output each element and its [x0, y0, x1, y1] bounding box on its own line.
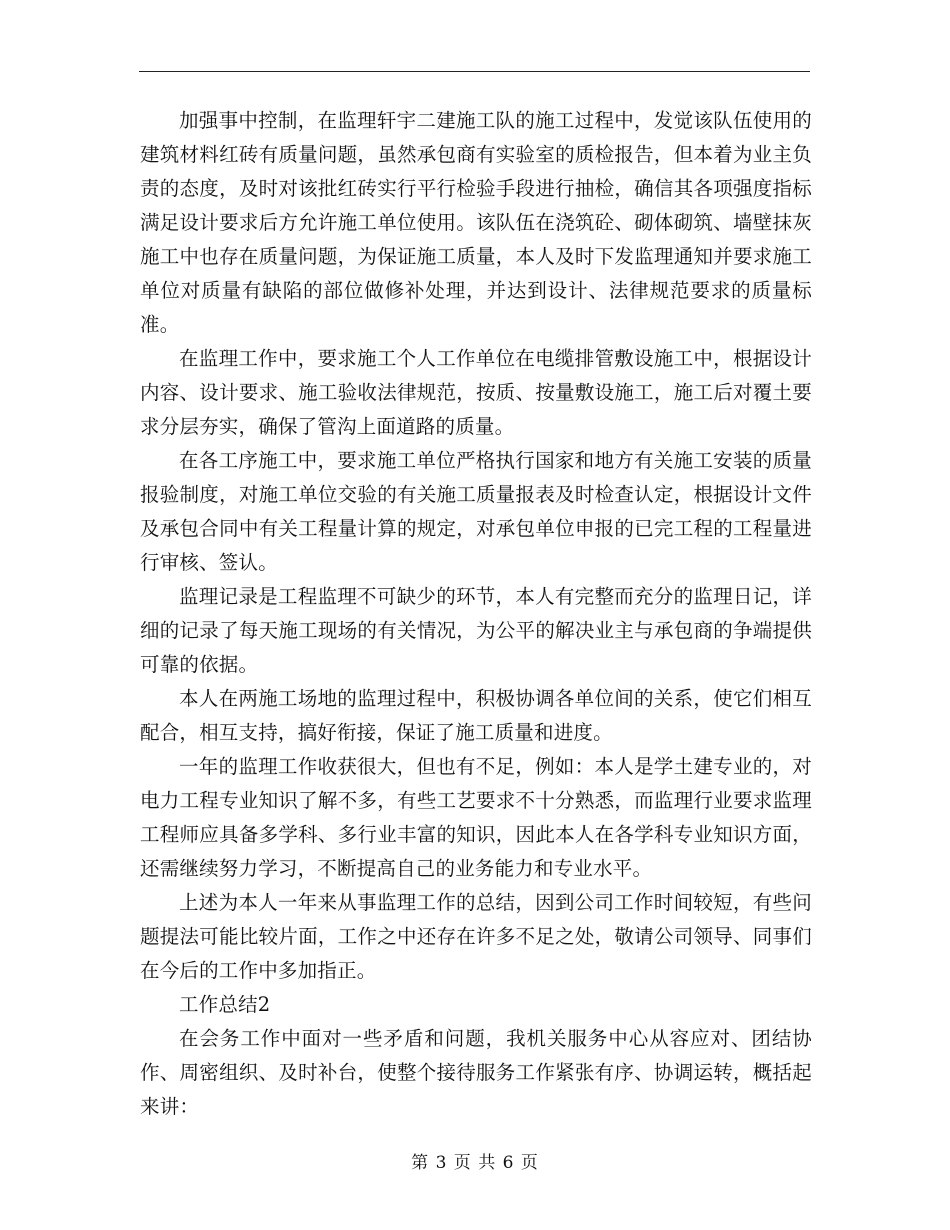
paragraph-meeting-service: 在会务工作中面对一些矛盾和问题，我机关服务中心从容应对、团结协作、周密组织、及时补台，使整个接待服务工作紧张有序、协调运转，概括起来讲： — [140, 1027, 812, 1118]
paragraph-inspection-procedure: 在各工序施工中，要求施工单位严格执行国家和地方有关施工安装的质量报验制度，对施工单位交验的有关施工质量报表及时检查认定，根据设计文件及承包合同中有关工程量计算的规定，对承包单位申报的已完工程的工程量进行审核、签认。 — [140, 449, 812, 574]
paragraph-conclusion: 上述为本人一年来从事监理工作的总结，因到公司工作时间较短，有些问题提法可能比较片面，工作之中还存在许多不足之处，敬请公司领导、同事们在今后的工作中多加指正。 — [140, 891, 812, 982]
paragraph-quality-control: 加强事中控制，在监理轩宇二建施工队的施工过程中，发觉该队伍使用的建筑材料红砖有质量问题，虽然承包商有实验室的质检报告，但本着为业主负责的态度，及时对该批红砖实行平行检验手段进行抽检，确信其各项强度指标满足设计要求后方允许施工单位使用。该队伍在浇筑砼、砌体砌筑、墙壁抹灰施工中也存在质量问题，为保证施工质量，本人及时下发监理通知并要求施工单位对质量有缺陷的部位做修补处理，并达到设计、法律规范要求的质量标准。 — [140, 109, 812, 336]
document-body — [140, 104, 812, 1124]
page-number-footer: 第 3 页 共 6 页 — [411, 1153, 539, 1173]
header-rule — [139, 71, 810, 72]
paragraph-coordination: 本人在两施工场地的监理过程中，积极协调各单位间的关系，使它们相互配合，相互支持，搞好衔接，保证了施工质量和进度。 — [140, 687, 812, 744]
section-heading: 工作总结2 — [179, 993, 271, 1016]
paragraph-shortcomings: 一年的监理工作收获很大，但也有不足，例如：本人是学土建专业的，对电力工程专业知识了解不多，有些工艺要求不十分熟悉，而监理行业要求监理工程师应具备多学科、多行业丰富的知识，因此本人在各学科专业知识方面，还需继续努力学习，不断提高自己的业务能力和专业水平。 — [140, 755, 812, 880]
paragraph-supervision-records: 监理记录是工程监理不可缺少的环节，本人有完整而充分的监理日记，详细的记录了每天施工现场的有关情况，为公平的解决业主与承包商的争端提供可靠的依据。 — [140, 585, 812, 676]
paragraph-cable-laying: 在监理工作中，要求施工个人工作单位在电缆排管敷设施工中，根据设计内容、设计要求、施工验收法律规范，按质、按量敷设施工，施工后对覆土要求分层夯实，确保了管沟上面道路的质量。 — [140, 347, 812, 438]
